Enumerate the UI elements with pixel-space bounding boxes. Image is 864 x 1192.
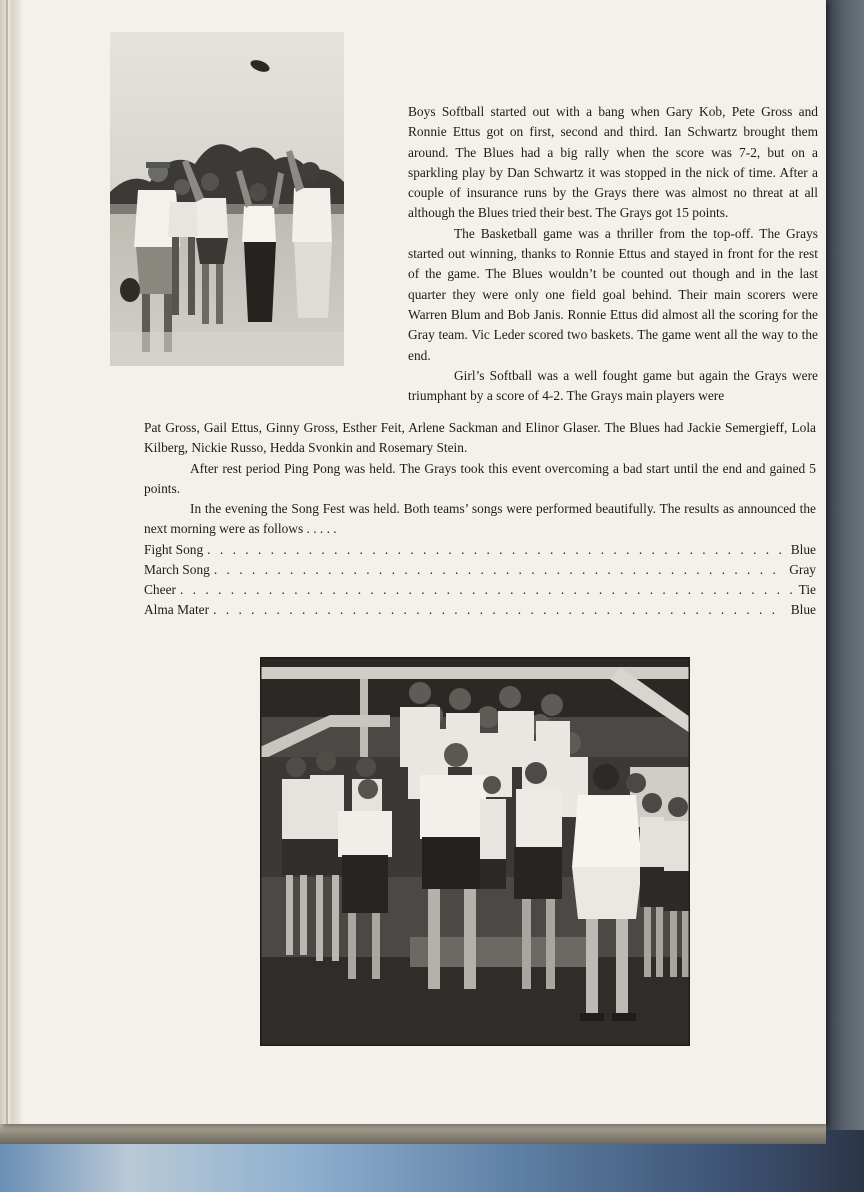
result-value: Blue (790, 602, 816, 617)
softball-girls-paragraph-start: Girl’s Softball was a well fought game but again the Grays were triumphant by a score of 4-2. The Grays main players were (408, 367, 818, 404)
result-value: Tie (798, 582, 816, 597)
leader-dots (213, 600, 785, 620)
result-label: Fight Song (144, 542, 204, 557)
song-fest-paragraph: In the evening the Song Fest was held. Both teams’ songs were performed beautifully. The results as announced the next morning were as follows . . . . . (144, 501, 816, 537)
basketball-paragraph: The Basketball game was a thriller from the top-off. The Grays started out winning, thanks to Ronnie Ettus and stayed in front for the rest of the game. The Blues wouldn’t be counted out though and in the last quarter they were only one field goal behind. Their main scorers were Warren Blum and Bob Janis. Ronnie Ettus did almost all the scoring for the Gray team. Vic Leder scored two baskets. The game went all the way to the end. (408, 225, 818, 363)
result-value: Blue (790, 542, 816, 557)
result-row-cheer (144, 580, 816, 600)
song-fest-photo (260, 657, 690, 1046)
leader-dots (214, 560, 783, 580)
result-label: March Song (144, 562, 210, 577)
ping-pong-paragraph: After rest period Ping Pong was held. The Grays took this event overcoming a bad start until the end and gained 5 points. (144, 460, 816, 496)
page-binding (0, 0, 22, 1124)
result-row-march-song (144, 560, 816, 580)
result-row-fight-song (144, 540, 816, 560)
softball-boys-paragraph: Boys Softball started out with a bang when Gary Kob, Pete Gross and Ronnie Ettus got on first, second and third. Ian Schwartz brought them around. The Blues had a big rally when the score was 7-2, but on a sparkling play by Dan Schwartz it was stopped in the nick of time. After a couple of insurance runs by the Grays there was almost no threat at all although the Blues tried their best. The Grays got 15 points. (408, 104, 818, 221)
result-label: Cheer (144, 582, 176, 597)
leader-dots (180, 580, 793, 600)
result-value: Gray (789, 562, 816, 577)
full-width-text (144, 418, 816, 540)
softball-girls-paragraph-rest: Pat Gross, Gail Ettus, Ginny Gross, Esther Feit, Arlene Sackman and Elinor Glaser. The Blues had Jackie Semergieff, Lola Kilberg, Nickie Russo, Hedda Svonkin and Rosemary Stein. (144, 420, 816, 456)
column-text (408, 102, 818, 406)
results-list (144, 540, 816, 620)
leader-dots (207, 540, 785, 560)
background-right (826, 0, 864, 1192)
result-label: Alma Mater (144, 602, 210, 617)
softball-photo (110, 32, 344, 366)
result-row-alma-mater (144, 600, 816, 620)
